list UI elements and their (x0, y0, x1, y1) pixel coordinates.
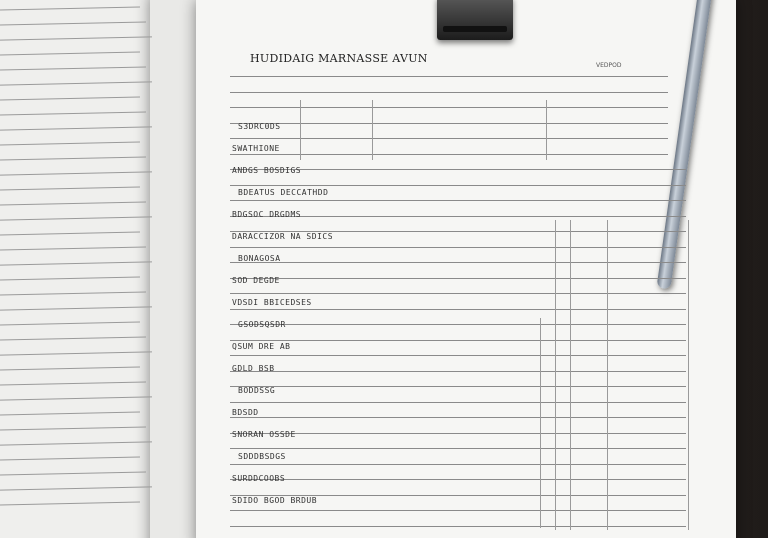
form-rule (230, 107, 668, 108)
form-column (607, 220, 608, 530)
form-rule (230, 309, 686, 310)
form-row-label: BDSDD (232, 408, 259, 417)
form-rule (230, 324, 686, 325)
form-rule (230, 464, 686, 465)
form-rule (230, 247, 686, 248)
form-row-label: QSUM DRE AB (232, 342, 291, 351)
form-rule (230, 479, 686, 480)
form-row-label: BDEATUS DECCATHDD (238, 188, 329, 197)
form-row-label: GSODSQSDR (238, 320, 286, 329)
form-row-label: SURDDCOOBS (232, 474, 286, 483)
form-row-label: S3DRC0DS (238, 122, 281, 131)
form-row-label: SDDDBSDGS (238, 452, 286, 461)
form-row-label: DARACCIZOR NA SDICS (232, 232, 334, 241)
form-rule (230, 278, 686, 279)
form-rule (230, 76, 668, 77)
form-row-label: SWATHIONE (232, 144, 280, 153)
form-column (372, 100, 373, 160)
form-column (570, 220, 571, 530)
form-column (555, 220, 556, 530)
form-rule (230, 123, 668, 124)
form-rule (230, 138, 668, 139)
form-rule (230, 92, 668, 93)
form-rule (230, 200, 686, 201)
form-column (688, 220, 689, 530)
form-row-label: GDLD BSB (232, 364, 275, 373)
form-row-label: SNORAN OSSDE (232, 430, 296, 439)
form-row-label: VDSDI BBICEDSES (232, 298, 312, 307)
form-rule (230, 402, 686, 403)
form-rule (230, 433, 686, 434)
form-rule (230, 510, 686, 511)
form-rule (230, 448, 686, 449)
form-rule (230, 526, 686, 527)
form-row-label: BDGSOC DRGDMS (232, 210, 302, 219)
form-rule (230, 154, 668, 155)
form-rule (230, 340, 686, 341)
form-row-label: ANDGS BOSDIGS (232, 166, 302, 175)
form-row-label: SOD DEGDE (232, 276, 280, 285)
form-rule (230, 371, 686, 372)
form-rule (230, 417, 686, 418)
form-reference: VEDPOD (596, 62, 622, 69)
form-row-label: BONAGOSA (238, 254, 281, 263)
binder-clip (437, 0, 513, 40)
form-column (546, 100, 547, 160)
form-title: HUDIDAIG MARNASSE AVUN (250, 52, 428, 65)
form-rule (230, 185, 686, 186)
form-column (540, 318, 541, 528)
form-column (300, 100, 301, 160)
form-rule (230, 293, 686, 294)
form-rule (230, 355, 686, 356)
form-row-label: SDIDO BGOD BRDUB (232, 496, 318, 505)
form-row-label: BODDSSG (238, 386, 276, 395)
form-rule (230, 386, 686, 387)
form-rule (230, 262, 686, 263)
